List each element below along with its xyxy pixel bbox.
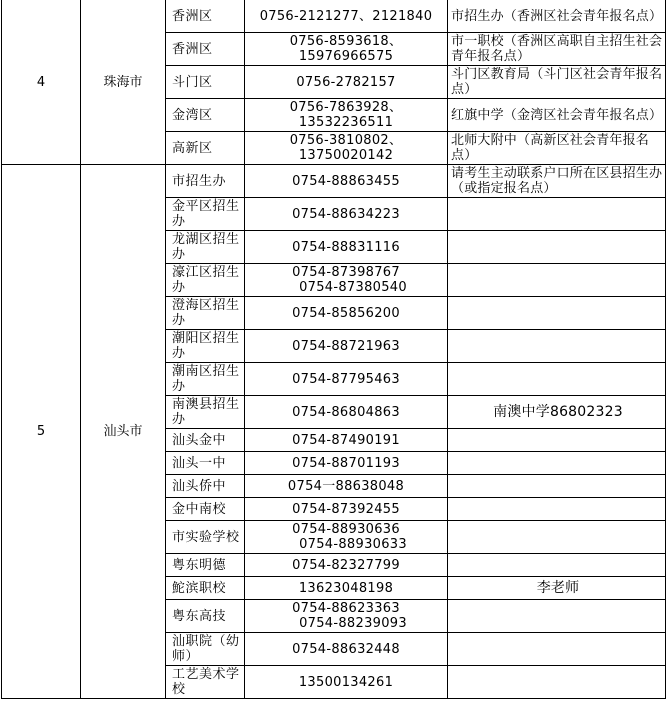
phone-line: 0756-8593618、 [289, 34, 403, 49]
site-cell [448, 633, 666, 666]
district-cell: 汕头一中 [166, 452, 245, 475]
site-cell [448, 666, 666, 699]
district-cell: 潮阳区招生办 [166, 330, 245, 363]
site-cell [448, 198, 666, 231]
phone-line: 0754-88239093 [299, 616, 407, 631]
seq-cell: 5 [2, 165, 81, 699]
phone-cell: 0756-2782157 [245, 66, 448, 99]
phone-cell: 0754-87795463 [245, 363, 448, 396]
phone-cell [245, 264, 448, 297]
district-cell: 粤东高技 [166, 600, 245, 633]
district-cell: 香洲区 [166, 33, 245, 66]
site-cell: 斗门区教育局（斗门区社会青年报名点） [448, 66, 666, 99]
table-row [2, 165, 666, 198]
phone-cell: 13500134261 [245, 666, 448, 699]
seq-cell: 4 [2, 0, 81, 165]
site-cell [448, 429, 666, 452]
phone-line: 0754-87398767 [292, 265, 400, 280]
phone-cell: 0754-87490191 [245, 429, 448, 452]
district-cell: 鮀滨职校 [166, 577, 245, 600]
phone-cell: 0754-88634223 [245, 198, 448, 231]
site-cell [448, 600, 666, 633]
table-row [2, 0, 666, 33]
phone-cell: 0754一88638048 [245, 475, 448, 498]
district-cell: 市实验学校 [166, 521, 245, 554]
district-cell: 澄海区招生办 [166, 297, 245, 330]
phone-line: 0754-88930636 [292, 522, 400, 537]
phone-cell: 0754-88863455 [245, 165, 448, 198]
phone-line: 0754-88930633 [299, 537, 407, 552]
phone-line: 0756-3810802、 [289, 133, 403, 148]
phone-line: 15976966575 [298, 49, 394, 64]
site-cell [448, 363, 666, 396]
phone-cell: 0754-86804863 [245, 396, 448, 429]
phone-cell: 0754-85856200 [245, 297, 448, 330]
phone-cell [245, 521, 448, 554]
district-cell: 金湾区 [166, 99, 245, 132]
phone-line: 13750020142 [298, 148, 394, 163]
district-cell: 濠江区招生办 [166, 264, 245, 297]
phone-cell [245, 33, 448, 66]
site-cell [448, 521, 666, 554]
phone-cell [245, 600, 448, 633]
phone-line: 0754-87380540 [299, 280, 407, 295]
district-cell: 高新区 [166, 132, 245, 165]
district-cell: 市招生办 [166, 165, 245, 198]
district-cell: 汕头金中 [166, 429, 245, 452]
contact-table [1, 0, 666, 699]
site-cell: 市一职校（香洲区高职自主招生社会青年报名点） [448, 33, 666, 66]
district-cell: 潮南区招生办 [166, 363, 245, 396]
site-cell: 北师大附中（高新区社会青年报名点） [448, 132, 666, 165]
phone-cell: 0754-88701193 [245, 452, 448, 475]
site-cell: 李老师 [448, 577, 666, 600]
site-cell: 红旗中学（金湾区社会青年报名点） [448, 99, 666, 132]
phone-cell: 0754-82327799 [245, 554, 448, 577]
district-cell: 南澳县招生办 [166, 396, 245, 429]
phone-cell [245, 132, 448, 165]
site-cell [448, 231, 666, 264]
phone-line: 0756-7863928、 [289, 100, 403, 115]
district-cell: 香洲区 [166, 0, 245, 33]
city-cell: 汕头市 [81, 165, 166, 699]
site-cell: 南澳中学86802323 [448, 396, 666, 429]
phone-cell: 0754-88632448 [245, 633, 448, 666]
phone-cell: 13623048198 [245, 577, 448, 600]
phone-cell: 0754-87392455 [245, 498, 448, 521]
site-cell [448, 264, 666, 297]
phone-line: 13532236511 [298, 115, 394, 130]
phone-cell: 0754-88721963 [245, 330, 448, 363]
site-cell: 请考生主动联系户口所在区县招生办（或指定报名点） [448, 165, 666, 198]
site-cell [448, 297, 666, 330]
district-cell: 汕职院（幼师） [166, 633, 245, 666]
site-cell [448, 498, 666, 521]
site-cell [448, 330, 666, 363]
site-cell [448, 452, 666, 475]
district-cell: 金中南校 [166, 498, 245, 521]
site-cell [448, 554, 666, 577]
city-cell: 珠海市 [81, 0, 166, 165]
phone-line: 0754-88623363 [292, 601, 400, 616]
site-cell: 市招生办（香洲区社会青年报名点） [448, 0, 666, 33]
district-cell: 斗门区 [166, 66, 245, 99]
district-cell: 龙湖区招生办 [166, 231, 245, 264]
district-cell: 金平区招生办 [166, 198, 245, 231]
phone-cell [245, 99, 448, 132]
district-cell: 汕头侨中 [166, 475, 245, 498]
district-cell: 工艺美术学校 [166, 666, 245, 699]
site-cell [448, 475, 666, 498]
phone-cell: 0756-2121277、2121840 [245, 0, 448, 33]
phone-cell: 0754-88831116 [245, 231, 448, 264]
district-cell: 粤东明德 [166, 554, 245, 577]
